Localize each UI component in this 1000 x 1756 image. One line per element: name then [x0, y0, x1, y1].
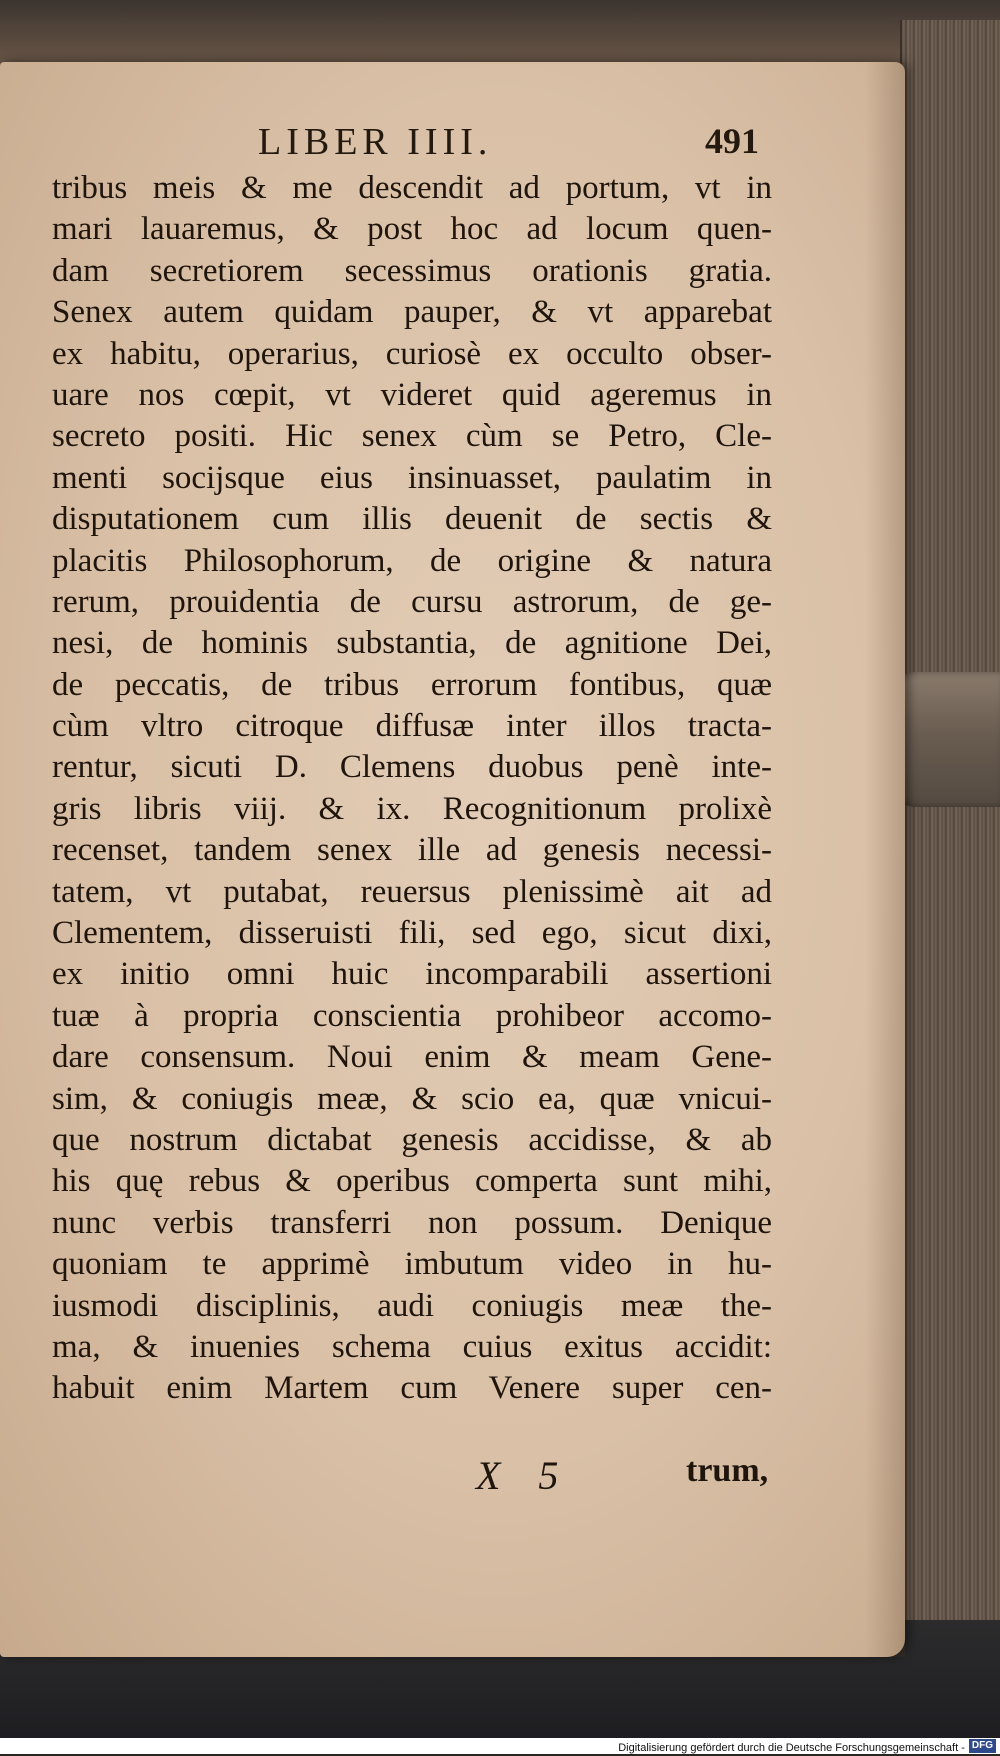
footer-bar — [0, 1738, 1000, 1754]
text-line: tribus meis & me descendit ad portum, vt in — [52, 170, 772, 206]
text-line: menti socijsque eius insinuasset, paulatim in — [52, 459, 772, 496]
text-line: que nostrum dictabat genesis accidisse, & ab — [52, 1121, 772, 1158]
text-line: rentur, sicuti D. Clemens duobus penè inte- — [52, 749, 772, 786]
text-line: dare consensum. Noui enim & meam Gene- — [52, 1039, 772, 1076]
text-line: quoniam te apprimè imbutum video in hu- — [52, 1246, 772, 1283]
text-line: nunc verbis transferri non possum. Denique — [52, 1204, 772, 1241]
text-line: disputationem cum illis deuenit de sectis & — [52, 501, 772, 538]
text-line: sim, & coniugis meæ, & scio ea, quæ vnicui- — [52, 1080, 772, 1117]
text-line: iusmodi disciplinis, audi coniugis meæ the- — [52, 1287, 772, 1324]
text-line: tatem, vt putabat, reuersus plenissimè ait ad — [52, 873, 772, 910]
signature-mark: X 5 — [476, 1453, 573, 1498]
text-line: ex habitu, operarius, curiosè ex occulto obser- — [52, 335, 772, 372]
text-block — [52, 168, 772, 1410]
text-line: de peccatis, de tribus errorum fontibus, quæ — [52, 666, 772, 703]
text-line: his quę rebus & operibus comperta sunt mihi, — [52, 1163, 772, 1200]
text-line: rerum, prouidentia de cursu astrorum, de ge- — [52, 583, 772, 620]
dfg-logo: DFG — [969, 1739, 996, 1753]
text-line: nesi, de hominis substantia, de agnitione Dei, — [52, 625, 772, 662]
page-number: 491 — [705, 121, 759, 161]
text-line: mari lauaremus, & post hoc ad locum quen- — [52, 211, 772, 248]
text-line: cùm vltro citroque diffusæ inter illos tracta- — [52, 708, 772, 745]
funding-credit: Digitalisierung gefördert durch die Deutsche Forschungsgemeinschaft - — [618, 1742, 965, 1754]
text-line: placitis Philosophorum, de origine & natura — [52, 542, 772, 579]
book-fore-edge — [900, 20, 1000, 1620]
text-line: ex initio omni huic incomparabili assertioni — [52, 956, 772, 993]
text-line: tuæ à propria conscientia prohibeor accomo- — [52, 997, 772, 1034]
text-line: recenset, tandem senex ille ad genesis necessi- — [52, 832, 772, 869]
text-line: dam secretiorem secessimus orationis gratia. — [52, 252, 772, 289]
text-line: gris libris viij. & ix. Recognitionum prolixè — [52, 790, 772, 827]
text-line: Senex autem quidam pauper, & vt apparebat — [52, 294, 772, 331]
catchword: trum, — [686, 1452, 769, 1489]
running-head: LIBER IIII. — [258, 121, 493, 163]
text-line: Clementem, disseruisti fili, sed ego, sicut dixi, — [52, 915, 772, 952]
text-line: habuit enim Martem cum Venere super cen- — [52, 1370, 772, 1407]
text-line: uare nos cœpit, vt videret quid ageremus in — [52, 376, 772, 413]
text-line: ma, & inuenies schema cuius exitus accidit: — [52, 1328, 772, 1365]
text-line: secreto positi. Hic senex cùm se Petro, Cle- — [52, 418, 772, 455]
